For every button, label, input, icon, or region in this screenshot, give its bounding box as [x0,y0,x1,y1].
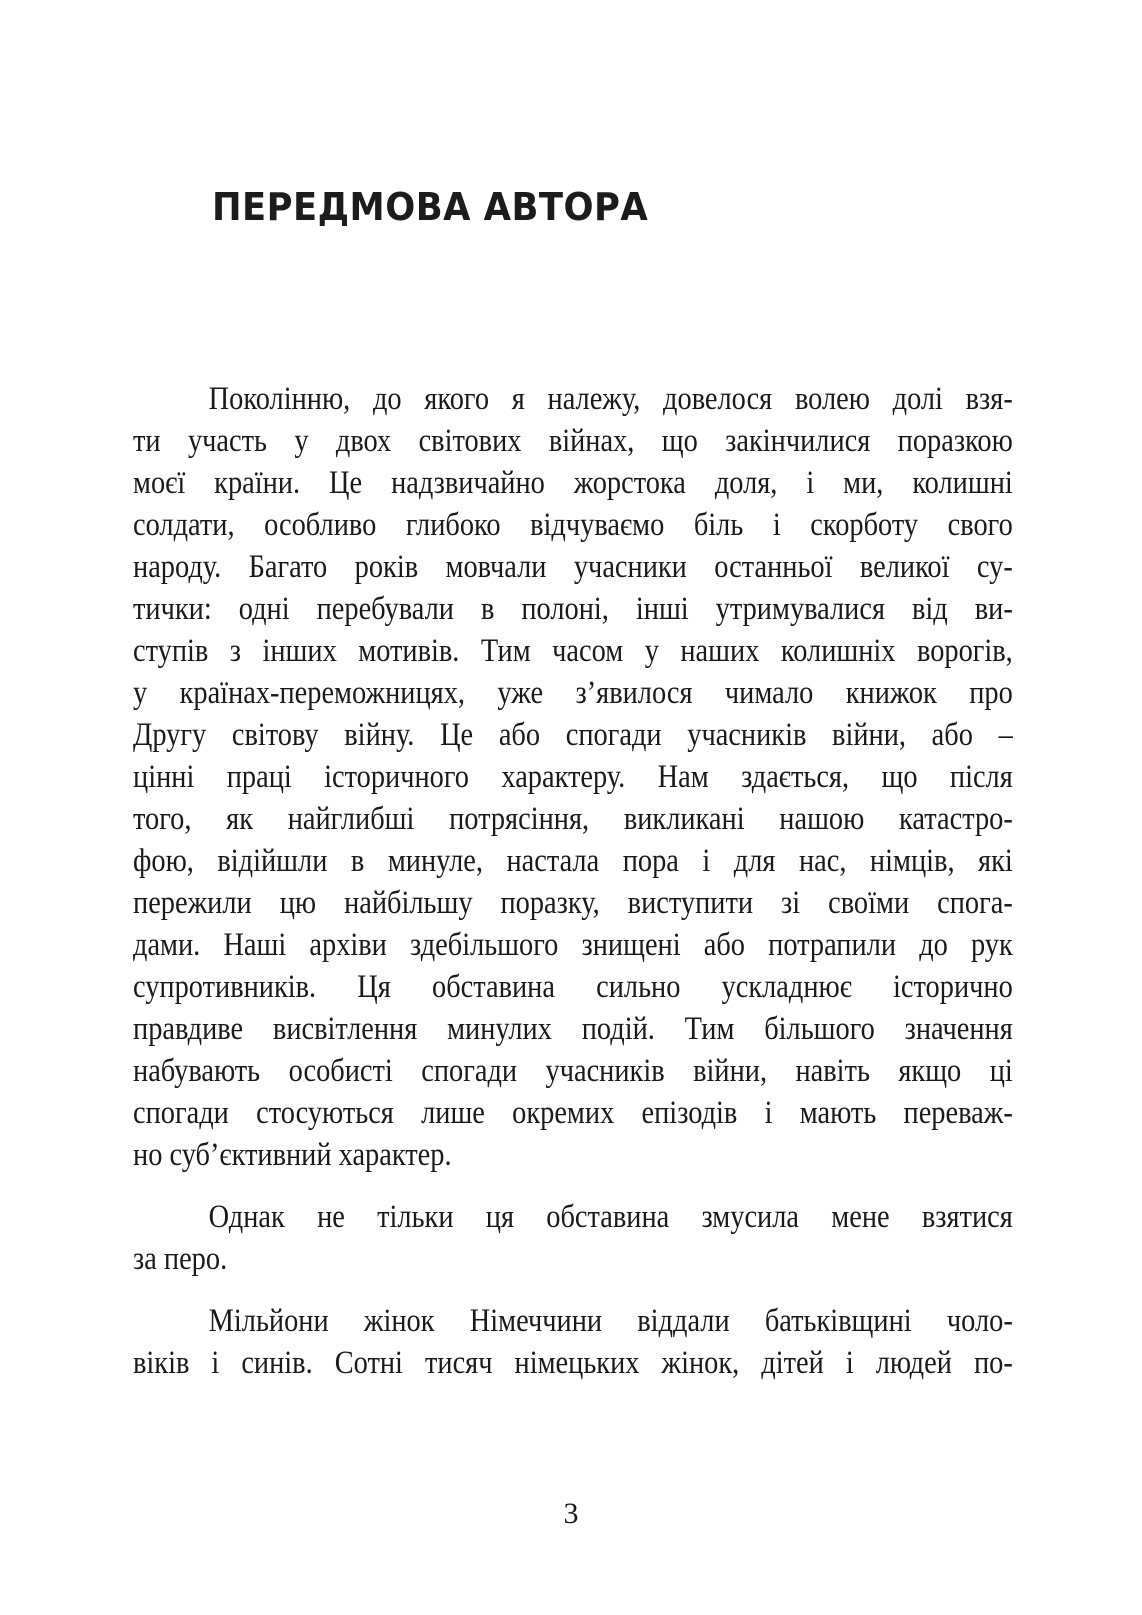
paragraph-3 [133,1300,1013,1384]
text-line: за перо. [133,1241,228,1277]
paragraph-2 [133,1196,1013,1280]
text-line: Мільйони жінок Німеччини віддали батьківщині чоло- [208,1303,1013,1339]
text-line: фою, відійшли в минуле, настала пора і для нас, німців, які [133,843,1013,879]
text-line: но суб’єктивний характер. [133,1137,452,1173]
body-text [133,378,1013,1384]
text-line: Однак не тільки ця обставина змусила мене взятися [208,1199,1013,1235]
text-line: спогади стосуються лише окремих епізодів і мають переваж- [133,1095,1013,1131]
chapter-title: ПЕРЕДМОВА АВТОРА [212,185,649,229]
paragraph-gap [133,1176,1013,1196]
text-line: ти участь у двох світових війнах, що закінчилися поразкою [133,423,1013,459]
paragraph-1 [133,378,1013,1176]
text-line: у країнах-переможницях, уже з’явилося чимало книжок про [133,675,1013,711]
page-number: 3 [563,1497,579,1530]
text-line: цінні праці історичного характеру. Нам здається, що після [133,759,1013,795]
text-line: дами. Наші архіви здебільшого знищені або потрапили до рук [133,927,1013,963]
text-line: солдати, особливо глибоко відчуваємо біль і скорботу свого [133,507,1013,543]
text-line: правдиве висвітлення минулих подій. Тим більшого значення [133,1011,1013,1047]
text-line: моєї країни. Це надзвичайно жорстока доля, і ми, колишні [133,465,1013,501]
text-line: набувають особисті спогади учасників війни, навіть якщо ці [133,1053,1013,1089]
text-line: тички: одні перебували в полоні, інші утримувалися від ви- [133,591,1013,627]
text-line: пережили цю найбільшу поразку, виступити зі своїми спога- [133,885,1013,921]
text-line: віків і синів. Сотні тисяч німецьких жінок, дітей і людей по- [133,1345,1013,1381]
text-line: народу. Багато років мовчали учасники останньої великої су- [133,549,1013,585]
text-line: Другу світову війну. Це або спогади учасників війни, або – [133,717,1013,753]
text-line: ступів з інших мотивів. Тим часом у наших колишніх ворогів, [133,633,1013,669]
text-line: Поколінню, до якого я належу, довелося волею долі взя- [208,381,1013,417]
paragraph-gap [133,1280,1013,1300]
text-line: супротивників. Ця обставина сильно ускладнює історично [133,969,1013,1005]
text-line: того, як найглибші потрясіння, викликані нашою катастро- [133,801,1013,837]
